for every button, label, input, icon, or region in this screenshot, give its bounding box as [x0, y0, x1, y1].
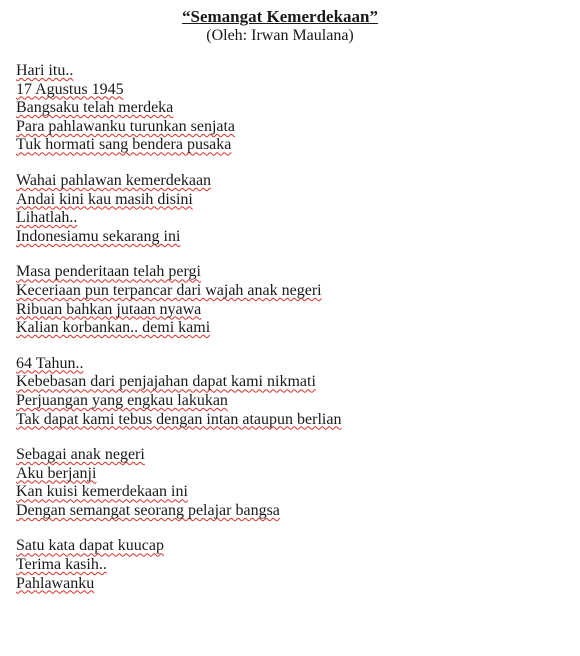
poem-line: Sebagai anak negeri	[16, 446, 145, 464]
poem-line: Dengan semangat seorang pelajar bangsa	[16, 501, 280, 519]
poem-line: Kebebasan dari penjajahan dapat kami nikmati	[16, 373, 316, 391]
poem-line: Indonesiamu sekarang ini	[16, 227, 181, 245]
poem-line: Lihatlah..	[16, 209, 78, 227]
stanza-3	[16, 263, 556, 337]
poem-author: (Oleh: Irwan Maulana)	[206, 27, 354, 44]
poem-line: Tak dapat kami tebus dengan intan ataupun berlian	[16, 410, 342, 428]
poem-line: Pahlawanku	[16, 574, 95, 592]
poem-line: Aku berjanji	[16, 464, 97, 482]
poem-title: “Semangat Kemerdekaan”	[182, 7, 378, 26]
poem-line: Kan kuisi kemerdekaan ini	[16, 483, 188, 501]
poem-line: Terima kasih..	[16, 556, 107, 574]
poem-line: Satu kata dapat kuucap	[16, 537, 164, 555]
poem-line: Para pahlawanku turunkan senjata	[16, 117, 236, 135]
stanza-2	[16, 172, 556, 246]
stanza-5	[16, 446, 556, 520]
poem-body	[16, 62, 556, 610]
stanza-4	[16, 355, 556, 429]
poem-line: 17 Agustus 1945	[16, 80, 124, 98]
poem-line: Kalian korbankan.. demi kami	[16, 319, 211, 337]
poem-line: Ribuan bahkan jutaan nyawa	[16, 300, 202, 318]
poem-line: Masa penderitaan telah pergi	[16, 263, 201, 281]
stanza-6	[16, 537, 556, 593]
poem-line: Wahai pahlawan kemerdekaan	[16, 171, 212, 189]
poem-line: 64 Tahun..	[16, 354, 84, 372]
poem-line: Perjuangan yang engkau lakukan	[16, 391, 228, 409]
poem-line: Tuk hormati sang bendera pusaka	[16, 136, 232, 154]
poem-line: Keceriaan pun terpancar dari wajah anak negeri	[16, 281, 322, 299]
poem-line: Bangsaku telah merdeka	[16, 99, 174, 117]
stanza-1	[16, 62, 556, 155]
poem-line: Hari itu..	[16, 62, 74, 79]
poem-line: Andai kini kau masih disini	[16, 190, 193, 208]
